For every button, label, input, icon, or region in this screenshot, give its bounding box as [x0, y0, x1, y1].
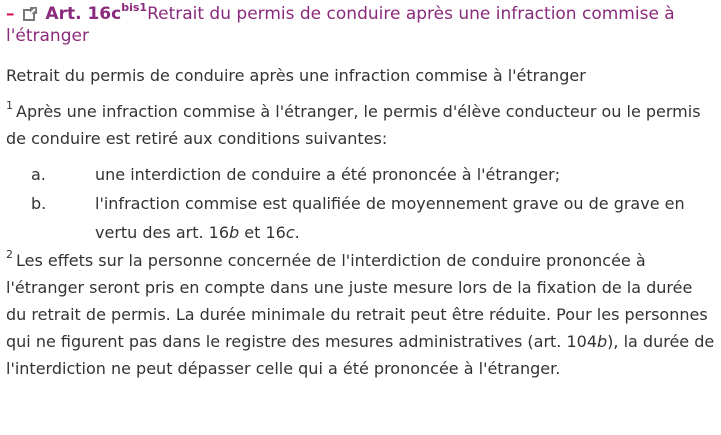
paragraph-1-number: 1	[6, 98, 13, 112]
list-item-marker: b.	[31, 194, 47, 213]
list-item	[6, 189, 715, 247]
article-subtitle: Retrait du permis de conduire après une infraction commise à l'étranger	[6, 66, 586, 85]
article-number-prefix: Art. 16c	[45, 4, 122, 24]
list-item-italic: c	[285, 223, 295, 242]
list-item-marker: a.	[31, 165, 46, 184]
article-number	[45, 1, 148, 24]
list-item-text-part: .	[294, 223, 300, 242]
collapse-toggle[interactable]: –	[6, 4, 15, 24]
paragraph-2-number: 2	[6, 247, 13, 261]
list-item-text-part: l'infraction commise est qualifiée de moyennement grave ou de grave en vertu des art. 16	[95, 194, 685, 242]
external-link-icon-graphic	[23, 6, 38, 21]
article-number-suffix: bis1	[121, 1, 148, 15]
list-item-text: une interdiction de conduire a été prononcée à l'étranger;	[95, 165, 561, 184]
paragraph-2-italic: b	[597, 332, 608, 351]
conditions-list	[6, 160, 715, 247]
list-item-text	[56, 189, 695, 247]
list-item	[6, 160, 715, 189]
paragraph-1	[6, 98, 715, 152]
external-link-icon[interactable]	[23, 5, 38, 20]
article-heading	[6, 3, 715, 47]
list-item-text-part: et 16	[239, 223, 286, 242]
paragraph-2	[6, 247, 715, 382]
list-item-italic: b	[229, 223, 240, 242]
paragraph-2-text-end: ), la durée de l'interdiction ne peut dépasser celle qui a été prononcée à l'étranger.	[6, 332, 715, 378]
paragraph-2-text: Les effets sur la personne concernée de l'interdiction de conduire prononcée à l'étranger seront pris en compte dans une juste mesure lors de la fixation de la durée du retrait de permis. La durée minimale du retrait peut être réduite. Pour les personnes qui ne figurent pas dans le registre des mesures administratives (art. 104	[6, 251, 708, 351]
article-title: Retrait du permis de conduire après une infraction commise à l'étranger	[6, 4, 675, 46]
paragraph-1-text: Après une infraction commise à l'étranger, le permis d'élève conducteur ou le permis de conduire est retiré aux conditions suivantes:	[6, 102, 701, 148]
